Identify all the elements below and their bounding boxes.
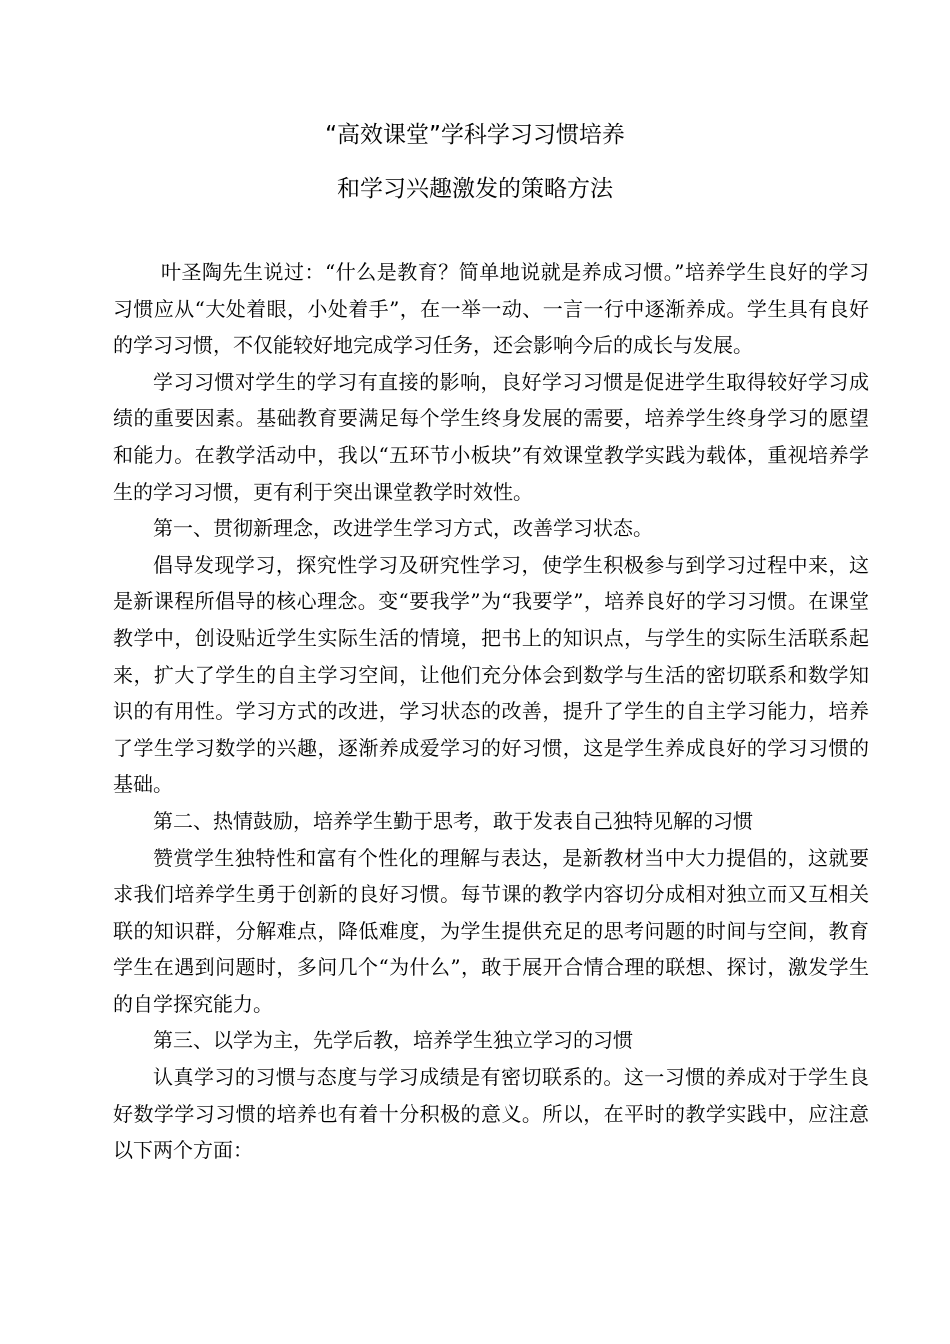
section-heading-2: 第二、热情鼓励，培养学生勤于思考，敢于发表自己独特见解的习惯 (153, 808, 753, 833)
title-line-1: “高效课堂”学科学习习惯培养 (325, 122, 625, 148)
paragraph-intro: 叶圣陶先生说过：“什么是教育？简单地说就是养成习惯。”培养学生良好的学习习惯应从“大处着眼，小处着手”，在一举一动、一言一行中逐渐养成。学生具有良好的学习习惯，不仅能较好地完成学习任务，还会影响今后的成长与发展。 (113, 260, 869, 358)
paragraph-section-3: 认真学习的习惯与态度与学习成绩是有密切联系的。这一习惯的养成对于学生良好数学学习习惯的培养也有着十分积极的意义。所以，在平时的教学实践中，应注意以下两个方面： (113, 1065, 869, 1163)
paragraph-section-1: 倡导发现学习，探究性学习及研究性学习，使学生积极参与到学习过程中来，这是新课程所倡导的核心理念。变“要我学”为“我要学”，培养良好的学习习惯。在课堂教学中，创设贴近学生实际生活的情境，把书上的知识点，与学生的实际生活联系起来，扩大了学生的自主学习空间，让他们充分体会到数学与生活的密切联系和数学知识的有用性。学习方式的改进，学习状态的改善，提升了学生的自主学习能力，培养了学生学习数学的兴趣，逐渐养成爱学习的好习惯，这是学生养成良好的学习习惯的基础。 (113, 552, 869, 797)
section-heading-3: 第三、以学为主，先学后教，培养学生独立学习的习惯 (153, 1028, 633, 1053)
document-body (113, 254, 869, 1169)
title-line-2: 和学习兴趣激发的策略方法 (337, 176, 613, 202)
section-heading-1: 第一、贯彻新理念，改进学生学习方式，改善学习状态。 (153, 516, 653, 541)
document-title (0, 108, 950, 216)
paragraph-habits-importance: 学习习惯对学生的学习有直接的影响，良好学习习惯是促进学生取得较好学习成绩的重要因素。基础教育要满足每个学生终身发展的需要，培养学生终身学习的愿望和能力。在教学活动中，我以“五环节小板块”有效课堂教学实践为载体，重视培养学生的学习习惯，更有利于突出课堂教学时效性。 (113, 369, 869, 504)
paragraph-section-2: 赞赏学生独特性和富有个性化的理解与表达，是新教材当中大力提倡的，这就要求我们培养学生勇于创新的良好习惯。每节课的教学内容切分成相对独立而又互相关联的知识群，分解难点，降低难度，为学生提供充足的思考问题的时间与空间，教育学生在遇到问题时，多问几个“为什么”，敢于展开合情合理的联想、探讨，激发学生的自学探究能力。 (113, 845, 869, 1016)
